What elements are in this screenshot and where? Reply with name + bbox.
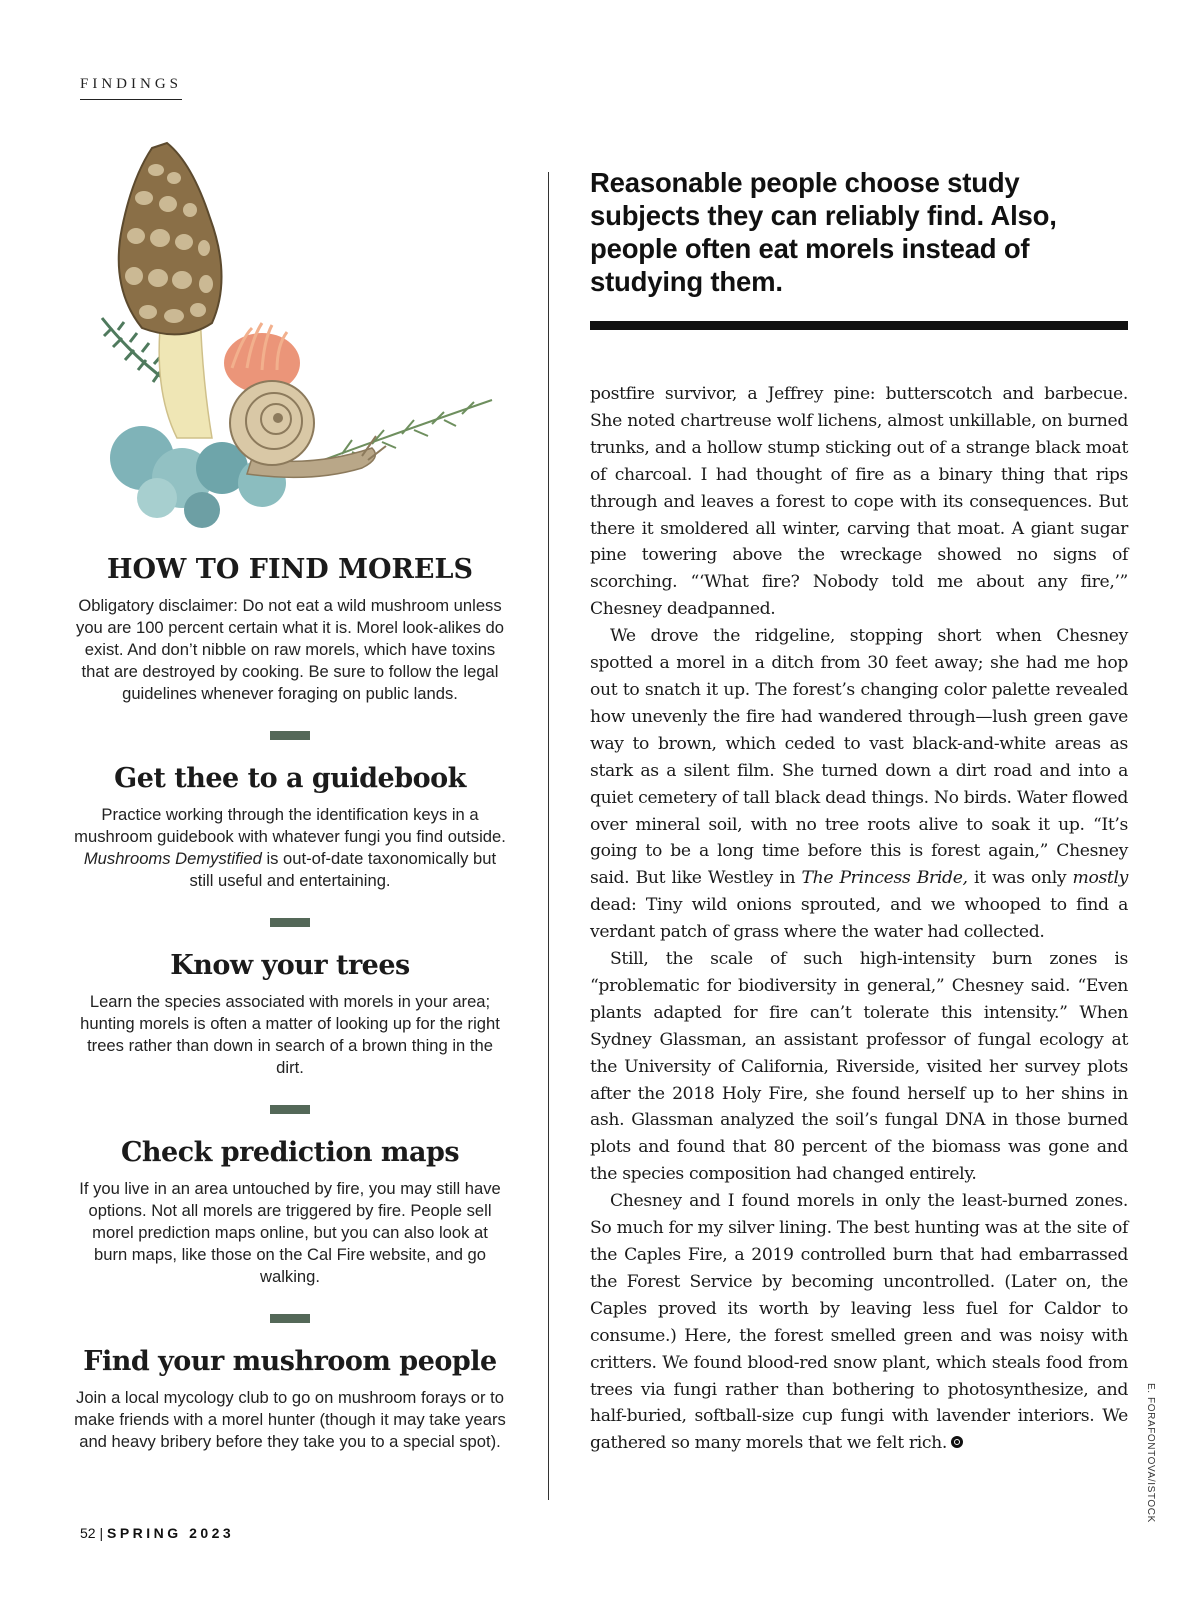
divider: [270, 731, 310, 740]
morel-tips-sidebar: [70, 553, 510, 1453]
tip-body-text: is out-of-date taxonomically but still useful and entertaining.: [189, 849, 497, 890]
article-paragraph: [590, 1188, 1128, 1457]
film-title: The Princess Bride,: [801, 868, 968, 889]
divider: [270, 918, 310, 927]
article-text: it was only: [967, 868, 1073, 889]
morel-snail-lichen-image: [82, 138, 522, 538]
tip-heading: Check prediction maps: [120, 1137, 460, 1168]
tip-body: [70, 804, 510, 892]
issue-label: SPRING 2023: [107, 1525, 235, 1541]
tip-heading: Get thee to a guidebook: [114, 763, 466, 794]
section-tag: FINDINGS: [80, 76, 182, 100]
tip-heading: Find your mushroom people: [83, 1346, 497, 1377]
article-text: We drove the ridgeline, stopping short when Chesney spotted a morel in a ditch from 30 feet away; she had me hop out to snatch it up. The forest’s changing color palette revealed how unevenly the fire had wandered through—lush green gave way to brown, which ceded to vast black-and-white areas as stark as a silent film. She turned down a dirt road and into a quiet cemetery of tall black dead things. No birds. Water flowed over mineral soil, with no tree roots alive to soak it up. “It’s going to be a long time before this is forest again,” Chesney said. But like Westley in: [590, 626, 1128, 889]
tip-heading: Know your trees: [170, 950, 410, 981]
article-paragraph: [590, 623, 1128, 946]
tip-body-text: Practice working through the identification keys in a mushroom guidebook with whatever fungi you find outside.: [74, 805, 506, 846]
book-title: Mushrooms Demystified: [83, 849, 262, 868]
folio: [80, 1525, 234, 1541]
article-paragraph: Still, the scale of such high-intensity burn zones is “problematic for biodiversity in general,” Chesney said. “Even plants adapted for fire can’t tolerate this intensity.” When Sydney Glassman, an assistant professor of fungal ecology at the University of California, Riverside, visited her survey plots after the 2018 Holy Fire, she found herself up to her shins in ash. Glassman analyzed the soil’s fungal DNA in those burned plots and found that 80 percent of the biomass was gone and the species composition had changed entirely.: [590, 949, 1128, 1185]
article-paragraph: postfire survivor, a Jeffrey pine: butterscotch and barbecue. She noted chartreuse wolf lichens, almost unkillable, on burned trunks, and a hollow stump sticking out of a strange black moat of charcoal. I had thought of fire as a binary thing that rips through and leaves a forest to cope with its consequences. But there it smoldered all winter, carving that moat. A giant sugar pine towering above the wreckage showed no signs of scorching. “‘What fire? Nobody told me about any fire,’” Chesney deadpanned.: [590, 384, 1128, 620]
tip-body: Obligatory disclaimer: Do not eat a wild mushroom unless you are 100 percent certain what it is. Morel look-alikes do exist. And don’t nibble on raw morels, which have toxins that are destroyed by cooking. Be sure to follow the legal guidelines whenever foraging on public lands.: [76, 596, 504, 703]
article-text: dead: Tiny wild onions sprouted, and we whooped to find a verdant patch of grass where the water had collected.: [590, 895, 1128, 943]
tip-body: Join a local mycology club to go on mushroom forays or to make friends with a morel hunter (though it may take years and heavy bribery before they take you to a special spot).: [74, 1388, 506, 1451]
morel-cap: [119, 143, 222, 334]
tip-heading: HOW TO FIND MORELS: [107, 554, 473, 585]
snail: [230, 381, 386, 477]
article-text: Chesney and I found morels in only the least-burned zones. So much for my silver lining. The best hunting was at the site of the Caples Fire, a 2019 controlled burn that had embarrassed the Forest Service by becoming uncontrolled. (Later on, the Caples proved its worth by leaving less fuel for Caldor to consume.) Here, the forest smelled green and was noisy with critters. We found blood-red snow plant, which steals food from trees via fungi rather than bothering to photosynthesize, and half-buried, softball-size cup fungi with lavender interiors. We gathered so many morels that we felt rich.: [590, 1191, 1128, 1454]
divider: [270, 1314, 310, 1323]
pull-quote-rule: [590, 321, 1128, 330]
page-number: 52: [80, 1525, 96, 1541]
pull-quote: Reasonable people choose study subjects they can reliably find. Also, people often eat morels instead of studying them.: [590, 167, 1057, 297]
folio-separator: |: [99, 1525, 104, 1541]
tip-body: If you live in an area untouched by fire, you may still have options. Not all morels are triggered by fire. People sell morel prediction maps online, but you can also look at burn maps, like those on the Cal Fire website, and go walking.: [79, 1179, 501, 1286]
morel-illustration: [82, 138, 522, 538]
emphasis: mostly: [1072, 868, 1128, 889]
end-mark-icon: [951, 1436, 963, 1448]
tip-body: Learn the species associated with morels in your area; hunting morels is often a matter of looking up for the right trees rather than down in search of a brown thing in the dirt.: [80, 992, 500, 1077]
photo-credit: E. FORAFONTOVA/ISTOCK: [1145, 1383, 1156, 1523]
article-body: [590, 381, 1128, 1457]
column-rule: [548, 172, 549, 1500]
divider: [270, 1105, 310, 1114]
